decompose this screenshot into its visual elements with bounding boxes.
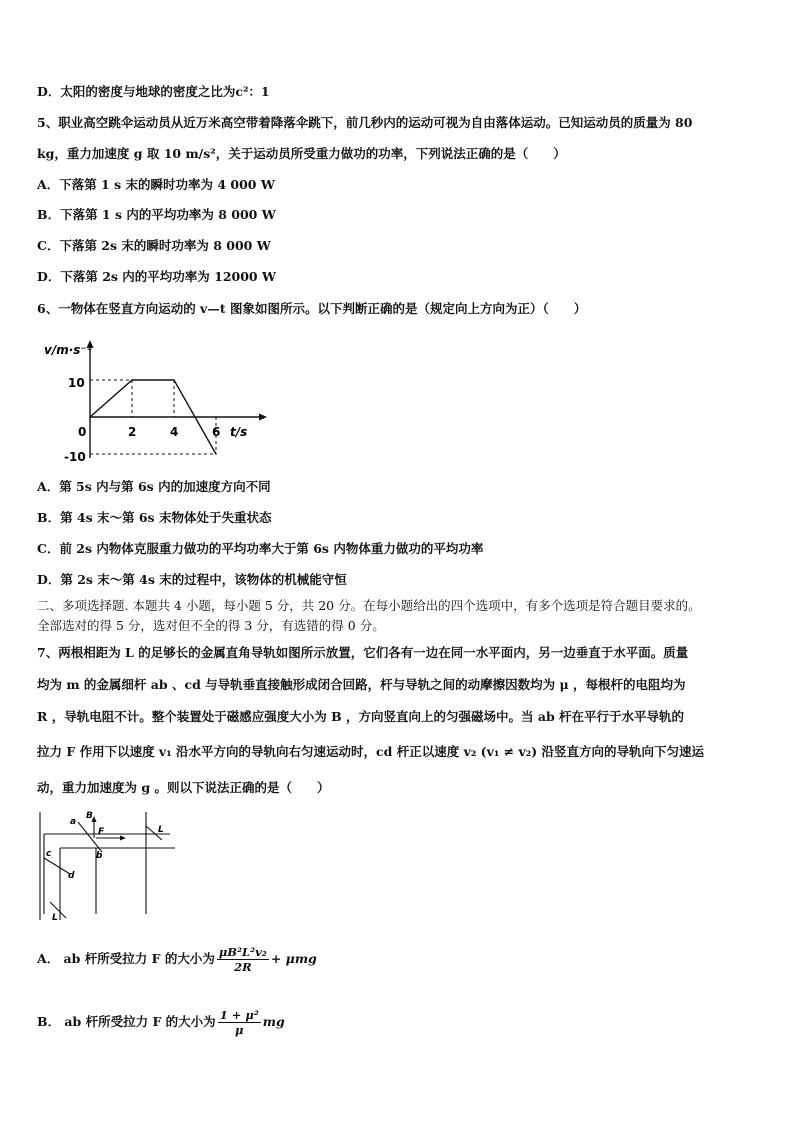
q7-line5: 动，重力加速度为 g 。则以下说法正确的是（ ） [37,780,330,795]
q5-stem-line2: kg，重力加速度 g 取 10 m/s²，关于运动员所受重力做功的功率，下列说法正确的是（ ） [37,146,566,161]
label-L-top: L [158,825,164,835]
q7-line1: 7、两根相距为 L 的足够长的金属直角导轨如图所示放置，它们各有一边在同一水平面内，另一边垂直于水平面。质量 [37,645,689,660]
q7-option-a-denominator: 2R [234,960,252,974]
data-point [89,416,91,418]
x-tick-label-2: 2 [128,425,137,439]
q7-option-b-fraction [218,1008,261,1037]
series-segment [90,380,132,417]
section2-line2: 全部选对的得 5 分，选对但不全的得 3 分，有选错的得 0 分。 [37,618,385,633]
y-tick-label-10: 10 [68,376,85,390]
q7-option-a-prefix: A． ab 杆所受拉力 F 的大小为 [37,951,215,966]
rail-diagram [30,808,190,926]
label-F: F [98,827,105,837]
y-tick-label-neg10: -10 [64,450,86,464]
q5-option-b: B．下落第 1 s 内的平均功率为 8 000 W [37,207,276,222]
q6-option-b: B．第 4s 末～第 6s 末物体处于失重状态 [37,510,272,525]
data-point [215,453,217,455]
q7-option-a-fraction [217,945,269,974]
q5-option-c: C．下落第 2s 末的瞬时功率为 8 000 W [37,238,271,253]
q6-option-c: C．前 2s 内物体克服重力做功的平均功率大于第 6s 内物体重力做功的平均功率 [37,541,484,556]
rod-cd [44,858,70,874]
q7-option-a-numerator: μB²L²v₂ [218,945,267,959]
label-b: b [96,851,103,861]
q7-option-b-denominator: μ [235,1023,244,1037]
q7-line3: R ，导轨电阻不计。整个装置处于磁感应强度大小为 B ，方向竖直向上的匀强磁场中。当 ab 杆在平行于水平导轨的 [37,709,685,724]
x-tick-label-6: 6 [212,425,221,439]
q7-option-a [37,942,317,976]
x-tick-label-0: 0 [78,425,87,439]
q5-option-d: D．下落第 2s 内的平均功率为 12000 W [37,269,277,284]
data-point [173,379,175,381]
label-B: B [86,811,93,821]
x-axis-arrow [259,414,267,421]
section2-line1: 二、多项选择题. 本题共 4 小题，每小题 5 分，共 20 分。在每小题给出的四个选项中，有多个选项是符合题目要求的。 [37,598,701,613]
q7-option-b-suffix: mg [262,1014,285,1029]
label-a: a [70,817,77,827]
q6-option-d: D．第 2s 末～第 4s 末的过程中，该物体的机械能守恒 [37,572,347,587]
q5-option-a: A．下落第 1 s 末的瞬时功率为 4 000 W [37,177,275,192]
x-tick-label-4: 4 [170,425,179,439]
q7-option-b [37,1005,285,1039]
q7-line2: 均为 m 的金属细杆 ab 、cd 与导轨垂直接触形成闭合回路，杆与导轨之间的动摩擦因数均为 μ ，每根杆的电阻均为 [37,677,686,692]
q6-option-a: A．第 5s 内与第 6s 内的加速度方向不同 [37,479,271,494]
data-point [131,379,133,381]
q7-line4: 拉力 F 作用下以速度 v₁ 沿水平方向的导轨向右匀速运动时，cd 杆正以速度 v₂ (v₁ ≠ v₂) 沿竖直方向的导轨向下匀速运 [37,744,705,759]
label-L-bottom: L [52,913,58,923]
x-axis-label: t/s [230,425,248,439]
label-c: c [46,849,52,859]
q5-stem-line1: 5、职业高空跳伞运动员从近万米高空带着降落伞跳下，前几秒内的运动可视为自由落体运动。已知运动员的质量为 80 [37,115,693,130]
q4-option-d: D．太阳的密度与地球的密度之比为c²：1 [37,84,270,99]
q6-stem: 6、一物体在竖直方向运动的 v—t 图象如图所示。以下判断正确的是（规定向上方向为正）（ ） [37,301,587,316]
y-axis-label: v/m·s⁻¹ [44,343,92,357]
q7-option-b-prefix: B． ab 杆所受拉力 F 的大小为 [37,1014,216,1029]
label-d: d [68,871,75,881]
q7-option-b-numerator: 1 + μ² [219,1008,259,1022]
q7-option-a-suffix: + μmg [270,951,317,966]
f-arrow-head [120,836,126,841]
vt-graph [38,336,268,466]
